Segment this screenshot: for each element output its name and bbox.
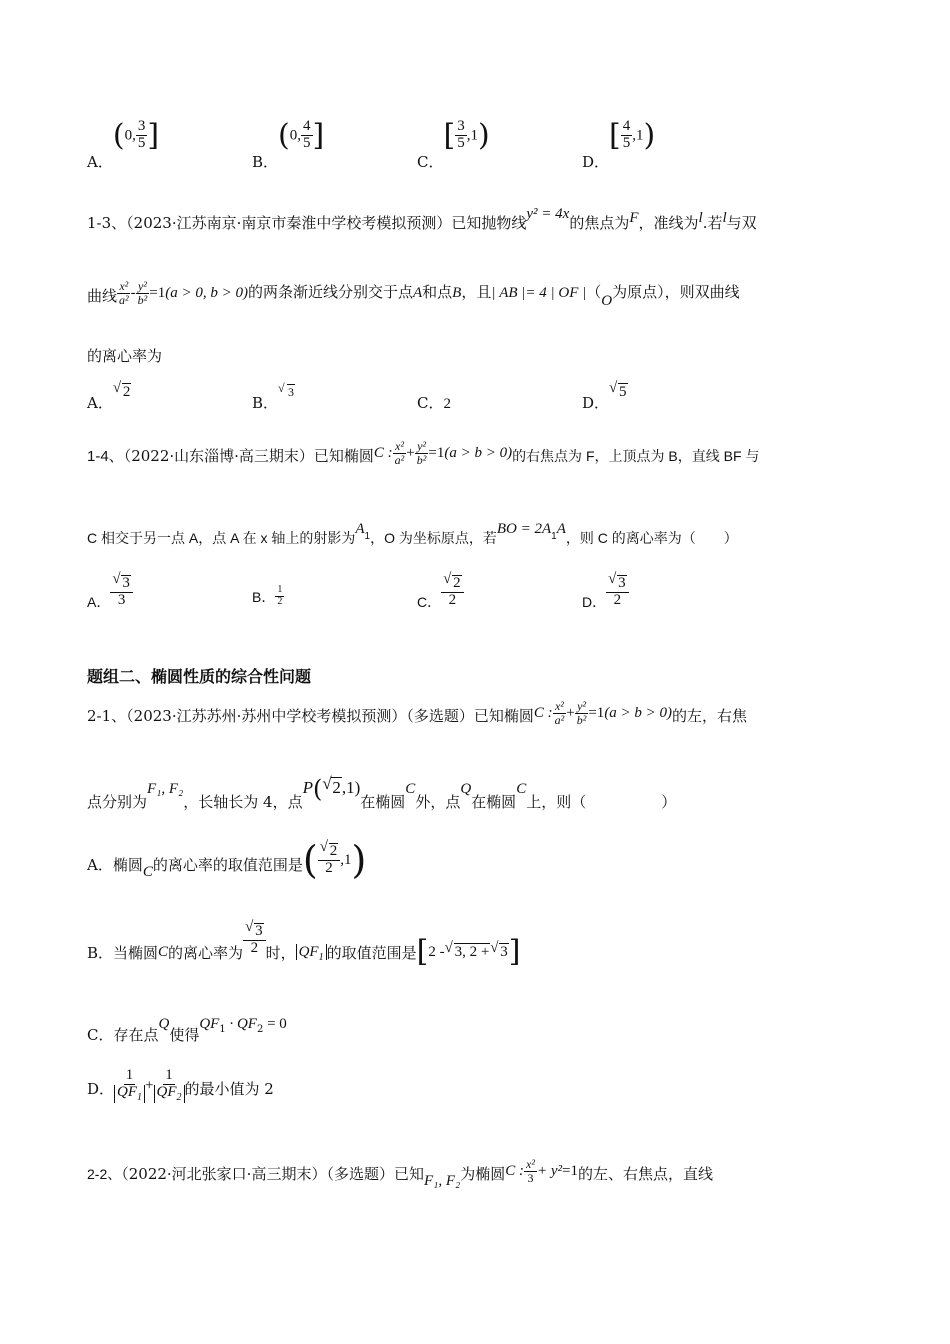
math-var: C (405, 781, 416, 797)
text: 外，点 (415, 793, 461, 811)
math-var: C (158, 943, 169, 960)
frac-den: 2 (325, 860, 333, 876)
text: 为椭圆 (460, 1165, 506, 1184)
option-value: 0, (124, 127, 136, 144)
option-label: D． (87, 1079, 115, 1098)
math-var: P (302, 778, 313, 797)
operator: - (130, 285, 136, 302)
frac-den: 2 (277, 595, 283, 607)
math-expression: QF (199, 1016, 220, 1032)
frac-num: y² (137, 279, 147, 293)
q14-line1 (87, 440, 759, 466)
q21-line2: 点分别为F₁, F₂，长轴长为 4，点P(√ 2,1)在椭圆C外，点Q在椭圆C上，则（ ） (87, 775, 676, 803)
sqrt-value: 3 (122, 575, 130, 591)
math-value: ,1) (341, 778, 361, 797)
q13-option-c (417, 392, 451, 413)
subscript: 1 (219, 1024, 226, 1035)
frac-den: QF (156, 1083, 177, 1100)
frac-den: 5 (303, 135, 311, 151)
frac-den: QF (117, 1083, 138, 1100)
subscript: 2 (256, 1024, 264, 1035)
math-expression: = 0 (263, 1016, 287, 1032)
question-number: 2-2、 (87, 1166, 122, 1183)
row1-option-c: C．[ $\frac{3}{5}$ ,1) (417, 118, 490, 171)
q13-option-b (252, 380, 295, 412)
math-expression: · QF (225, 1016, 257, 1032)
question-source: （2022·河北张家口·高三期末） (121, 1165, 327, 1184)
operator: + (406, 445, 415, 462)
text: ，且 (461, 283, 492, 302)
range-value: 2 - (428, 943, 445, 960)
math-var: C (516, 781, 527, 797)
q13-line3: 的离心率为 (87, 347, 163, 365)
frac-den: a² (554, 712, 565, 727)
q14-option-d (582, 575, 629, 609)
text: 使得 (169, 1026, 200, 1044)
sqrt-value: 2 (329, 843, 338, 860)
text: 的离心率为 (168, 943, 244, 962)
option-label: A． (87, 394, 113, 412)
frac-den: 2 (250, 939, 259, 956)
question-source: （2023·江苏南京·南京市秦淮中学校考模拟预测） (126, 214, 452, 232)
frac-den: 3 (527, 1170, 534, 1185)
text: 已知 (393, 1165, 424, 1184)
subscript: 1 (137, 1091, 143, 1103)
option-label: D． (582, 594, 607, 611)
parabola-equation: y² = 4x (526, 206, 570, 222)
q21-option-a: A．椭圆C的离心率的取值范围是( √ $\frac{2}{2}$ ,1) (87, 838, 366, 882)
sqrt-value: 5 (619, 384, 627, 400)
frac-den: b² (137, 292, 148, 307)
text: （ (586, 283, 602, 302)
condition: | AB |= 4 | OF | (491, 285, 587, 302)
frac-num: y² (577, 699, 586, 713)
option-label: C．存在点 (87, 1026, 159, 1044)
question-source: （2022·山东淄博·高三期末） (123, 447, 314, 466)
text: 在椭圆 (471, 793, 517, 811)
q21-option-b: B．当椭圆C的离心率为 √ $\frac{3}{2}$ 时， $QF_1$ 的取值范围是[2 -√ 3, 2 +√ 3] (87, 922, 521, 957)
option-label: C． (417, 594, 442, 611)
text: 时， (265, 943, 296, 962)
text: 的取值范围是 (326, 943, 417, 962)
frac-den: 5 (457, 135, 465, 151)
frac-den: a² (119, 292, 129, 307)
frac-den: 2 (448, 591, 457, 608)
operator: + (145, 1077, 154, 1094)
frac-num: 3 (137, 118, 146, 135)
q13-line2 (87, 279, 740, 310)
operator: + (566, 705, 575, 722)
text: ，则 C 的离心率为（ ） (565, 530, 738, 546)
subscript: 1 (551, 530, 557, 542)
frac-den: 3 (117, 591, 126, 608)
q21-line1 (87, 700, 747, 726)
sqrt-value: 3 (500, 943, 508, 960)
text: 的离心率的取值范围是 (152, 856, 303, 874)
sqrt-value: 3, 2 + (454, 943, 490, 960)
math-var: F (629, 210, 639, 226)
option-label: C． (417, 394, 444, 412)
option-value: 2 (443, 396, 451, 412)
math-var: C : (373, 445, 393, 462)
vector-equation: BO = 2A (496, 521, 552, 537)
frac-num: 1 (277, 584, 283, 596)
operator: =1 (588, 705, 605, 722)
option-label: B． (252, 152, 279, 171)
option-label: B． (252, 589, 276, 605)
condition: (a > 0, b > 0) (165, 285, 248, 302)
frac-num: 4 (622, 118, 631, 135)
option-label: D． (582, 152, 610, 171)
operator: =1 (149, 285, 166, 302)
text: 与双 (726, 214, 757, 232)
frac-num: y² (417, 439, 427, 453)
text: 为原点），则双曲线 (612, 283, 740, 302)
question-number: 1-4、 (87, 448, 124, 466)
option-value: 0, (289, 127, 301, 144)
option-label: D． (582, 394, 610, 412)
frac-num: 1 (125, 1067, 134, 1083)
question-source: （2023·江苏苏州·苏州中学校考模拟预测） (126, 707, 407, 726)
q13-option-d (582, 380, 628, 412)
q14-option-a (87, 575, 133, 609)
text: 和点 (422, 283, 453, 302)
frac-den: a² (394, 452, 405, 467)
math-var: A (355, 521, 365, 537)
subscript: 1 (318, 951, 324, 963)
row1-option-b: B．(0, $\frac{4}{5}$ ] (252, 118, 325, 171)
option-label: A． (87, 594, 111, 611)
sqrt-value: 2 (453, 575, 461, 591)
text: 的左，右焦 (672, 707, 748, 726)
option-value: ,1 (632, 127, 644, 144)
math-var: C (142, 864, 153, 880)
sqrt-value: 3 (288, 385, 295, 399)
operator: =1 (428, 445, 445, 462)
math-var: O (601, 293, 613, 310)
question-number: 2-1、 (87, 707, 127, 726)
sqrt-value: 2 (122, 384, 131, 400)
q13-option-a (87, 380, 131, 412)
frac-num: 3 (457, 118, 465, 135)
condition: (a > b > 0) (444, 445, 513, 462)
math-var: C : (505, 1163, 525, 1180)
condition: (a > b > 0) (604, 705, 673, 722)
text: 的左、右焦点，直线 (577, 1165, 713, 1184)
text: 点分别为 (87, 793, 148, 811)
option-label: C． (417, 152, 444, 171)
math-expression: + y² (536, 1163, 562, 1180)
row1-option-d: D．[ $\frac{4}{5}$ ,1) (582, 118, 656, 171)
q21-option-d (87, 1068, 274, 1103)
math-var: F₁, F₂ (423, 1173, 461, 1190)
text: C 相交于另一点 A，点 A 在 x 轴上的射影为 (87, 530, 356, 546)
math-var: A (412, 285, 423, 302)
sqrt-value: 3 (618, 575, 626, 591)
text: 在椭圆 (360, 793, 406, 811)
frac-num: 4 (303, 118, 311, 135)
question-tag: （多选题） (406, 707, 474, 726)
text: 的焦点为 (569, 214, 630, 232)
text: 的最小值为 2 (184, 1079, 274, 1098)
frac-num: x² (395, 439, 404, 453)
math-var: Q (460, 781, 472, 797)
operator: =1 (561, 1163, 578, 1180)
q21-option-c (87, 1012, 287, 1044)
frac-den: b² (576, 712, 587, 727)
subscript: 1 (364, 530, 371, 542)
subscript: 2 (176, 1091, 182, 1103)
option-label: A．椭圆 (87, 856, 143, 874)
text: ，准线为 (638, 214, 699, 232)
frac-num: x² (119, 279, 129, 293)
text: ，O 为坐标原点，若 (370, 530, 497, 546)
math-var: Q (158, 1016, 170, 1032)
option-label: A． (87, 152, 113, 171)
text: ，长轴长为 4，点 (183, 793, 303, 811)
frac-den: b² (416, 452, 427, 467)
section-heading: 题组二、椭圆性质的综合性问题 (87, 667, 312, 686)
q14-option-b (252, 585, 284, 607)
text: 已知椭圆 (313, 447, 374, 466)
math-var: A (556, 521, 566, 537)
text: 已知椭圆 (473, 707, 534, 726)
q14-option-c (417, 575, 464, 609)
math-var: l (722, 210, 727, 226)
frac-num: x² (526, 1157, 535, 1171)
frac-den: 2 (613, 591, 622, 608)
math-var: B (452, 285, 462, 302)
q22-line1 (87, 1157, 713, 1190)
frac-den: 5 (137, 135, 146, 151)
text: 上，则（ ） (526, 793, 677, 811)
text: 的右焦点为 F，上顶点为 B，直线 BF 与 (512, 448, 760, 465)
text: 的两条渐近线分别交于点 (247, 283, 413, 302)
q14-line2 (87, 521, 738, 550)
math-var: l (698, 210, 703, 226)
question-number: 1-3、 (87, 214, 127, 232)
math-var: C : (533, 705, 553, 722)
math-var: QF (298, 943, 319, 960)
option-value: ,1 (466, 127, 478, 144)
text: 已知抛物线 (451, 214, 527, 232)
sqrt-value: 2 (332, 778, 341, 797)
sqrt-value: 3 (255, 922, 263, 939)
question-tag: （多选题） (326, 1165, 394, 1184)
math-value: ,1 (340, 852, 352, 868)
text: 曲线 (87, 287, 118, 306)
option-label: B． (252, 394, 279, 412)
option-label: B．当椭圆 (87, 943, 159, 962)
frac-den: 5 (622, 135, 631, 151)
q13-line1 (87, 206, 757, 233)
text: .若 (702, 214, 723, 232)
row1-option-a: A．(0, $\frac{3}{5}$ ] (87, 118, 160, 171)
frac-num: 1 (165, 1067, 173, 1083)
math-var: F₁, F₂ (147, 781, 184, 797)
frac-num: x² (554, 699, 564, 713)
